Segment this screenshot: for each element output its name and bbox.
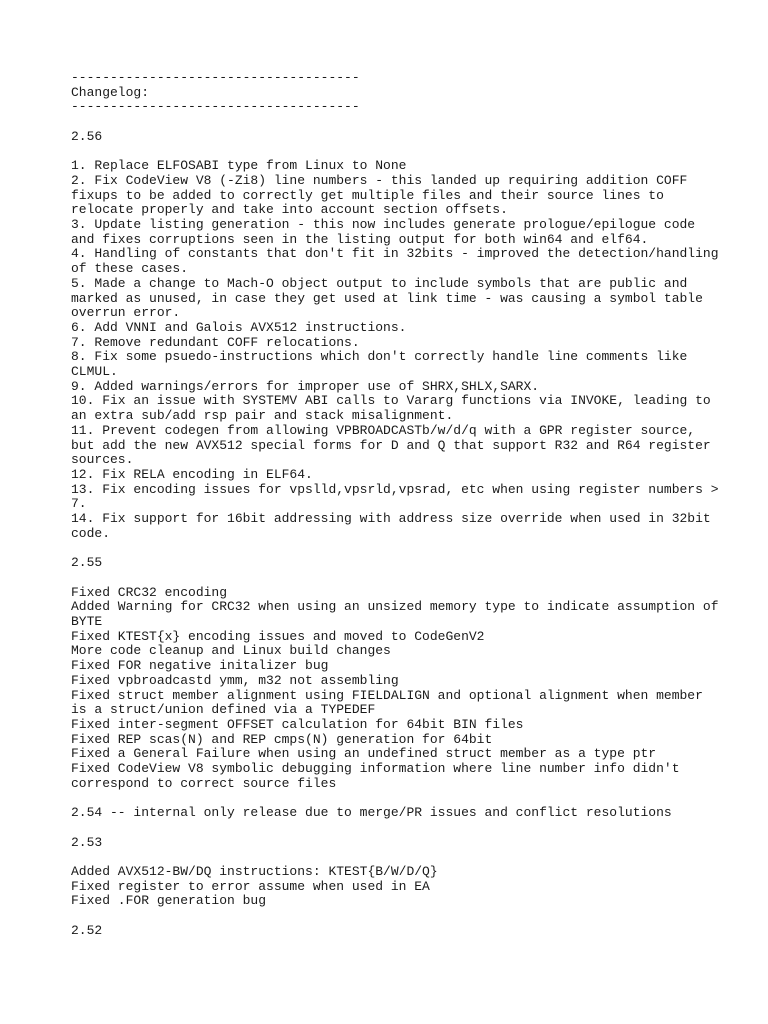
changelog-text: ------------------------------------- Changelog: ------------------------------------- 2.56 1. Replace ELFOSABI type from Linux to None 2. Fix CodeView V8 (-Zi8) line numbers - this landed up requiring addition COFF fixups to be added to correctly get multiple files and their source lines to relocate properly and take into account section offsets. 3. Update listing generation - this now includes generate prologue/epilogue code and fixes corruptions seen in the listing output for both win64 and elf64. 4. Handling of constants that don't fit in 32bits - improved the detection/handling of these cases. 5. Made a change to Mach-O object output to include symbols that are public and marked as unused, in case they get used at link time - was causing a symbol table overrun error. 6. Add VNNI and Galois AVX512 instructions. 7. Remove redundant COFF relocations. 8. Fix some psuedo-instructions which don't correctly handle line comments like CLMUL. 9. Added warnings/errors for improper use of SHRX,SHLX,SARX. 10. Fix an issue with SYSTEMV ABI calls to Vararg functions via INVOKE, leading to an extra sub/add rsp pair and stack misalignment. 11. Prevent codegen from allowing VPBROADCASTb/w/d/q with a GPR register source, but add the new AVX512 special forms for D and Q that support R32 and R64 register sources. 12. Fix RELA encoding in ELF64. 13. Fix encoding issues for vpslld,vpsrld,vpsrad, etc when using register numbers > 7. 14. Fix support for 16bit addressing with address size override when used in 32bit code. 2.55 Fixed CRC32 encoding Added Warning for CRC32 when using an unsized memory type to indicate assumption of BYTE Fixed KTEST{x} encoding issues and moved to CodeGenV2 More code cleanup and Linux build changes Fixed FOR negative initalizer bug Fixed vpbroadcastd ymm, m32 not assembling Fixed struct member alignment using FIELDALIGN and optional alignment when member is a struct/union defined via a TYPEDEF Fixed inter-segment OFFSET calculation for 64bit BIN files Fixed REP scas(N) and REP cmps(N) generation for 64bit Fixed a General Failure when using an undefined struct member as a type ptr Fixed CodeView V8 symbolic debugging information where line number info didn't correspond to correct source files 2.54 -- internal only release due to merge/PR issues and conflict resolutions 2.53 Added AVX512-BW/DQ instructions: KTEST{B/W/D/Q} Fixed register to error assume when used in EA Fixed .FOR generation bug 2.52 [71,70,719,938]
